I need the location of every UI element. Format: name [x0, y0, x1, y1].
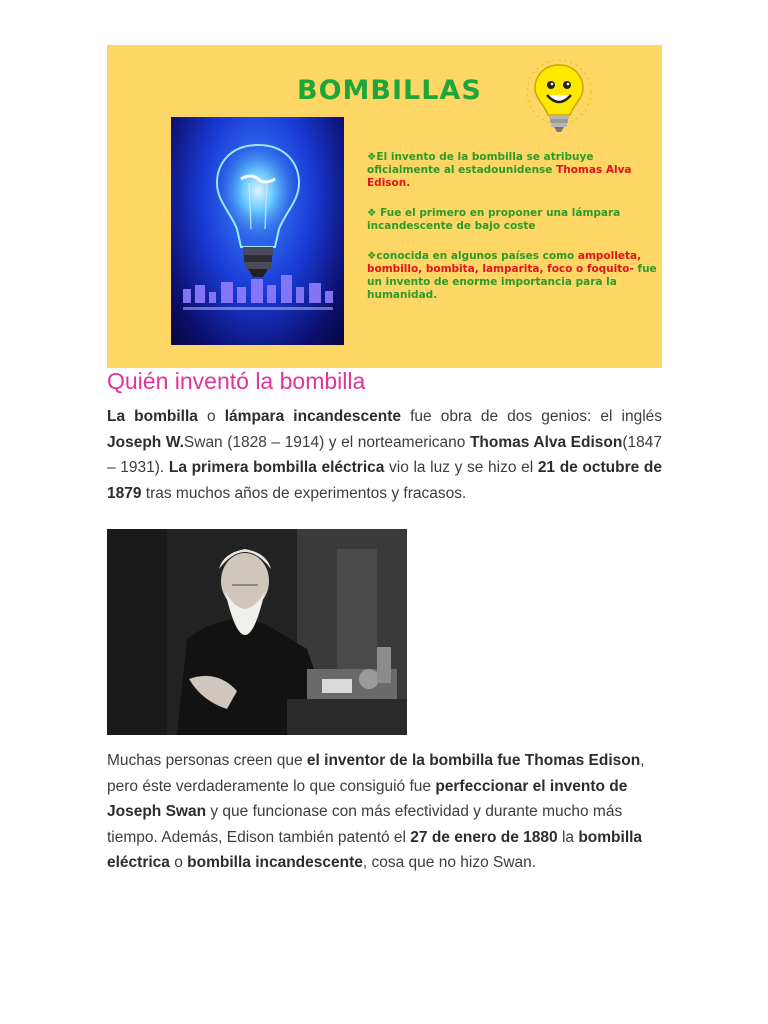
blue-lightbulb-photo: [171, 117, 344, 345]
text-run: , cosa que no hizo Swan.: [362, 854, 537, 871]
text-run: o: [169, 854, 188, 871]
intro-paragraph: [107, 404, 662, 506]
text-run: o: [197, 408, 225, 425]
text-run: (1828 – 1914) y el norteamericano: [222, 433, 470, 451]
banner-bullet-list: [367, 151, 657, 319]
text-run: tras muchos años de experimentos y fracasos.: [141, 484, 467, 502]
bold-text-run: La bombilla: [107, 408, 198, 425]
text-run: fue obra de dos genios: el inglés: [400, 408, 663, 425]
banner-bullet: ❖El invento de la bombilla se atribuye oficialmente al estadounidense Thomas Alva Edison.: [367, 151, 632, 189]
bold-text-run: La primera bombilla eléctrica: [168, 459, 385, 476]
bold-text-run: 21 de octubre de 1879: [107, 459, 662, 502]
banner-bullet: ❖ Fue el primero en proponer una lámpara incandescente de bajo coste: [367, 207, 621, 232]
bullet-star-icon: ❖: [367, 151, 377, 163]
bold-text-run: bombilla incandescente: [187, 854, 363, 871]
bullet-star-icon: ❖: [367, 207, 377, 219]
section-heading: Quién inventó la bombilla: [107, 368, 366, 394]
banner-bullet: ❖conocida en algunos países como ampolleta, bombillo, bombita, lamparita, foco o foquito- fue un invento de enorme importancia para la humanidad.: [367, 250, 657, 301]
smiling-lightbulb-icon: [515, 57, 603, 139]
bold-text-run: 27 de enero de 1880: [410, 828, 558, 846]
text-run: Muchas personas creen que: [107, 752, 307, 769]
text-run: la: [557, 828, 579, 846]
text-run: Swan: [183, 433, 223, 451]
edison-swan-paragraph: [107, 748, 662, 876]
text-run: y que funcionase con más efectividad y durante mucho más tiempo. Además, Edison también patentó el: [107, 803, 623, 846]
text-run: vio la luz y se hizo el: [384, 459, 538, 476]
bold-text-run: el inventor de la bombilla fue Thomas Edison: [306, 752, 641, 769]
bold-text-run: Joseph W.: [107, 433, 184, 451]
text-run: , pero éste verdaderamente lo que consiguió fue: [107, 752, 645, 795]
bold-text-run: lámpara incandescente: [224, 408, 401, 425]
bold-text-run: perfeccionar el invento de Joseph Swan: [107, 777, 628, 820]
bold-text-run: bombilla eléctrica: [107, 828, 643, 871]
bold-text-run: Thomas Alva Edison: [469, 433, 623, 451]
bullet-star-icon: ❖: [367, 250, 377, 262]
text-run: (1847 – 1931).: [107, 433, 662, 476]
joseph-swan-portrait-photo: [107, 529, 407, 735]
banner-title: BOMBILLAS: [297, 75, 482, 106]
bombillas-banner: [107, 45, 662, 368]
